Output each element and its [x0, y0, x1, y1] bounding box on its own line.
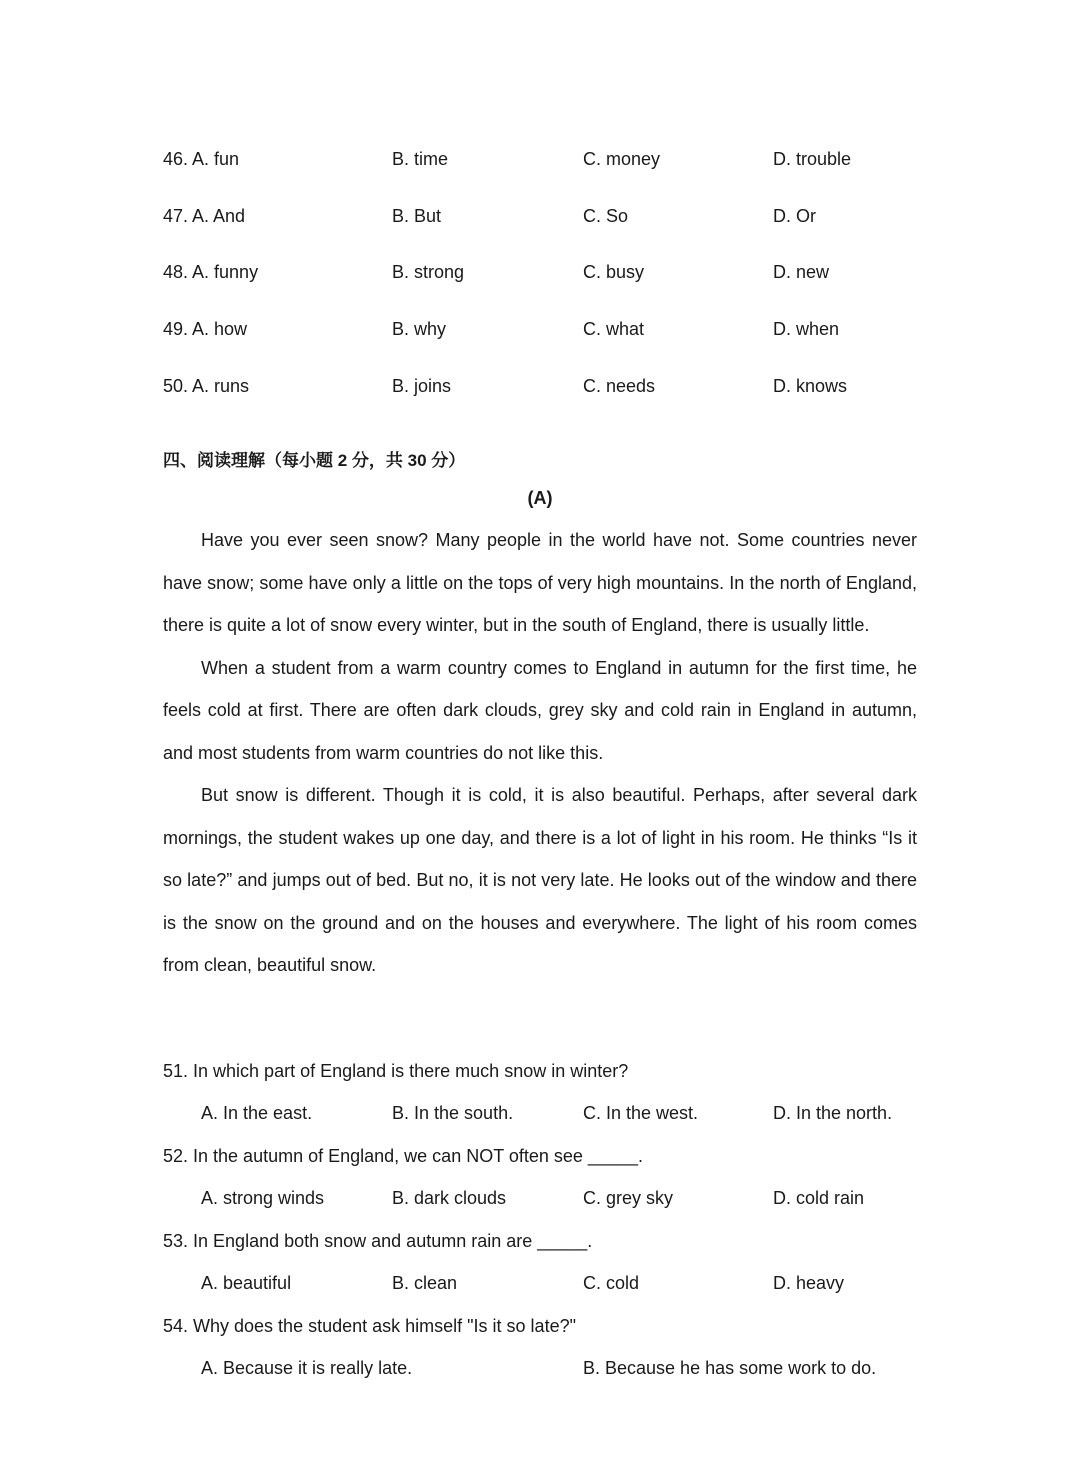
question-options-52	[0, 1183, 1080, 1213]
question-stem-52: 52. In the autumn of England, we can NOT often see _____.	[163, 1146, 643, 1166]
option-c: C. money	[583, 149, 661, 169]
cloze-option-row-46	[0, 144, 1080, 174]
option-b: B. But	[392, 206, 442, 226]
option-c: C. So	[583, 206, 629, 226]
option-c: C. busy	[583, 262, 645, 282]
option-b: B. In the south.	[392, 1103, 514, 1123]
option-a: 49. A. how	[163, 319, 248, 339]
option-d: D. In the north.	[773, 1103, 893, 1123]
option-d: D. knows	[773, 376, 848, 396]
passage-title: (A)	[527, 488, 553, 508]
option-b: B. strong	[392, 262, 465, 282]
cloze-option-row-47	[0, 201, 1080, 231]
option-b: B. why	[392, 319, 447, 339]
passage-paragraph: Have you ever seen snow? Many people in the world have not. Some countries never have snow; some have only a little on the tops of very high mountains. In the north of England, there is quite a lot of snow every winter, but in the south of England, there is usually little.	[163, 530, 917, 635]
cloze-option-row-50	[0, 371, 1080, 401]
option-c: C. cold	[583, 1273, 640, 1293]
option-c: C. needs	[583, 376, 656, 396]
reading-passage	[163, 519, 917, 987]
option-d: D. trouble	[773, 149, 852, 169]
option-b: B. clean	[392, 1273, 458, 1293]
question-options-53	[0, 1268, 1080, 1298]
option-d: D. heavy	[773, 1273, 845, 1293]
option-b: B. joins	[392, 376, 452, 396]
cloze-option-row-48	[0, 257, 1080, 287]
option-a: A. beautiful	[201, 1273, 292, 1293]
cloze-option-row-49	[0, 314, 1080, 344]
question-stem-51: 51. In which part of England is there much snow in winter?	[163, 1061, 629, 1081]
option-d: D. new	[773, 262, 830, 282]
section-heading: 四、阅读理解（每小题 2 分，共 30 分）	[163, 451, 466, 470]
option-a: 47. A. And	[163, 206, 246, 226]
option-a: A. Because it is really late.	[201, 1358, 413, 1378]
option-d: D. when	[773, 319, 840, 339]
option-c: C. In the west.	[583, 1103, 699, 1123]
option-a: 46. A. fun	[163, 149, 240, 169]
option-c: C. grey sky	[583, 1188, 674, 1208]
option-a: 48. A. funny	[163, 262, 259, 282]
option-d: D. cold rain	[773, 1188, 865, 1208]
option-d: D. Or	[773, 206, 816, 226]
question-stem-54: 54. Why does the student ask himself "Is it so late?"	[163, 1316, 576, 1336]
option-a: A. strong winds	[201, 1188, 325, 1208]
option-b: B. Because he has some work to do.	[583, 1358, 877, 1378]
option-b: B. dark clouds	[392, 1188, 507, 1208]
option-b: B. time	[392, 149, 449, 169]
option-a: 50. A. runs	[163, 376, 250, 396]
passage-paragraph: But snow is different. Though it is cold, it is also beautiful. Perhaps, after several dark mornings, the student wakes up one day, and there is a lot of light in his room. He thinks “Is it so late?” and jumps out of bed. But no, it is not very late. He looks out of the window and there is the snow on the ground and on the houses and everywhere. The light of his room comes from clean, beautiful snow.	[163, 785, 917, 975]
question-options-51	[0, 1098, 1080, 1128]
passage-paragraph: When a student from a warm country comes to England in autumn for the first time, he feels cold at first. There are often dark clouds, grey sky and cold rain in England in autumn, and most students from warm countries do not like this.	[163, 657, 917, 763]
question-options-54	[0, 1353, 1080, 1383]
option-c: C. what	[583, 319, 645, 339]
option-a: A. In the east.	[201, 1103, 313, 1123]
question-stem-53: 53. In England both snow and autumn rain are _____.	[163, 1231, 593, 1251]
